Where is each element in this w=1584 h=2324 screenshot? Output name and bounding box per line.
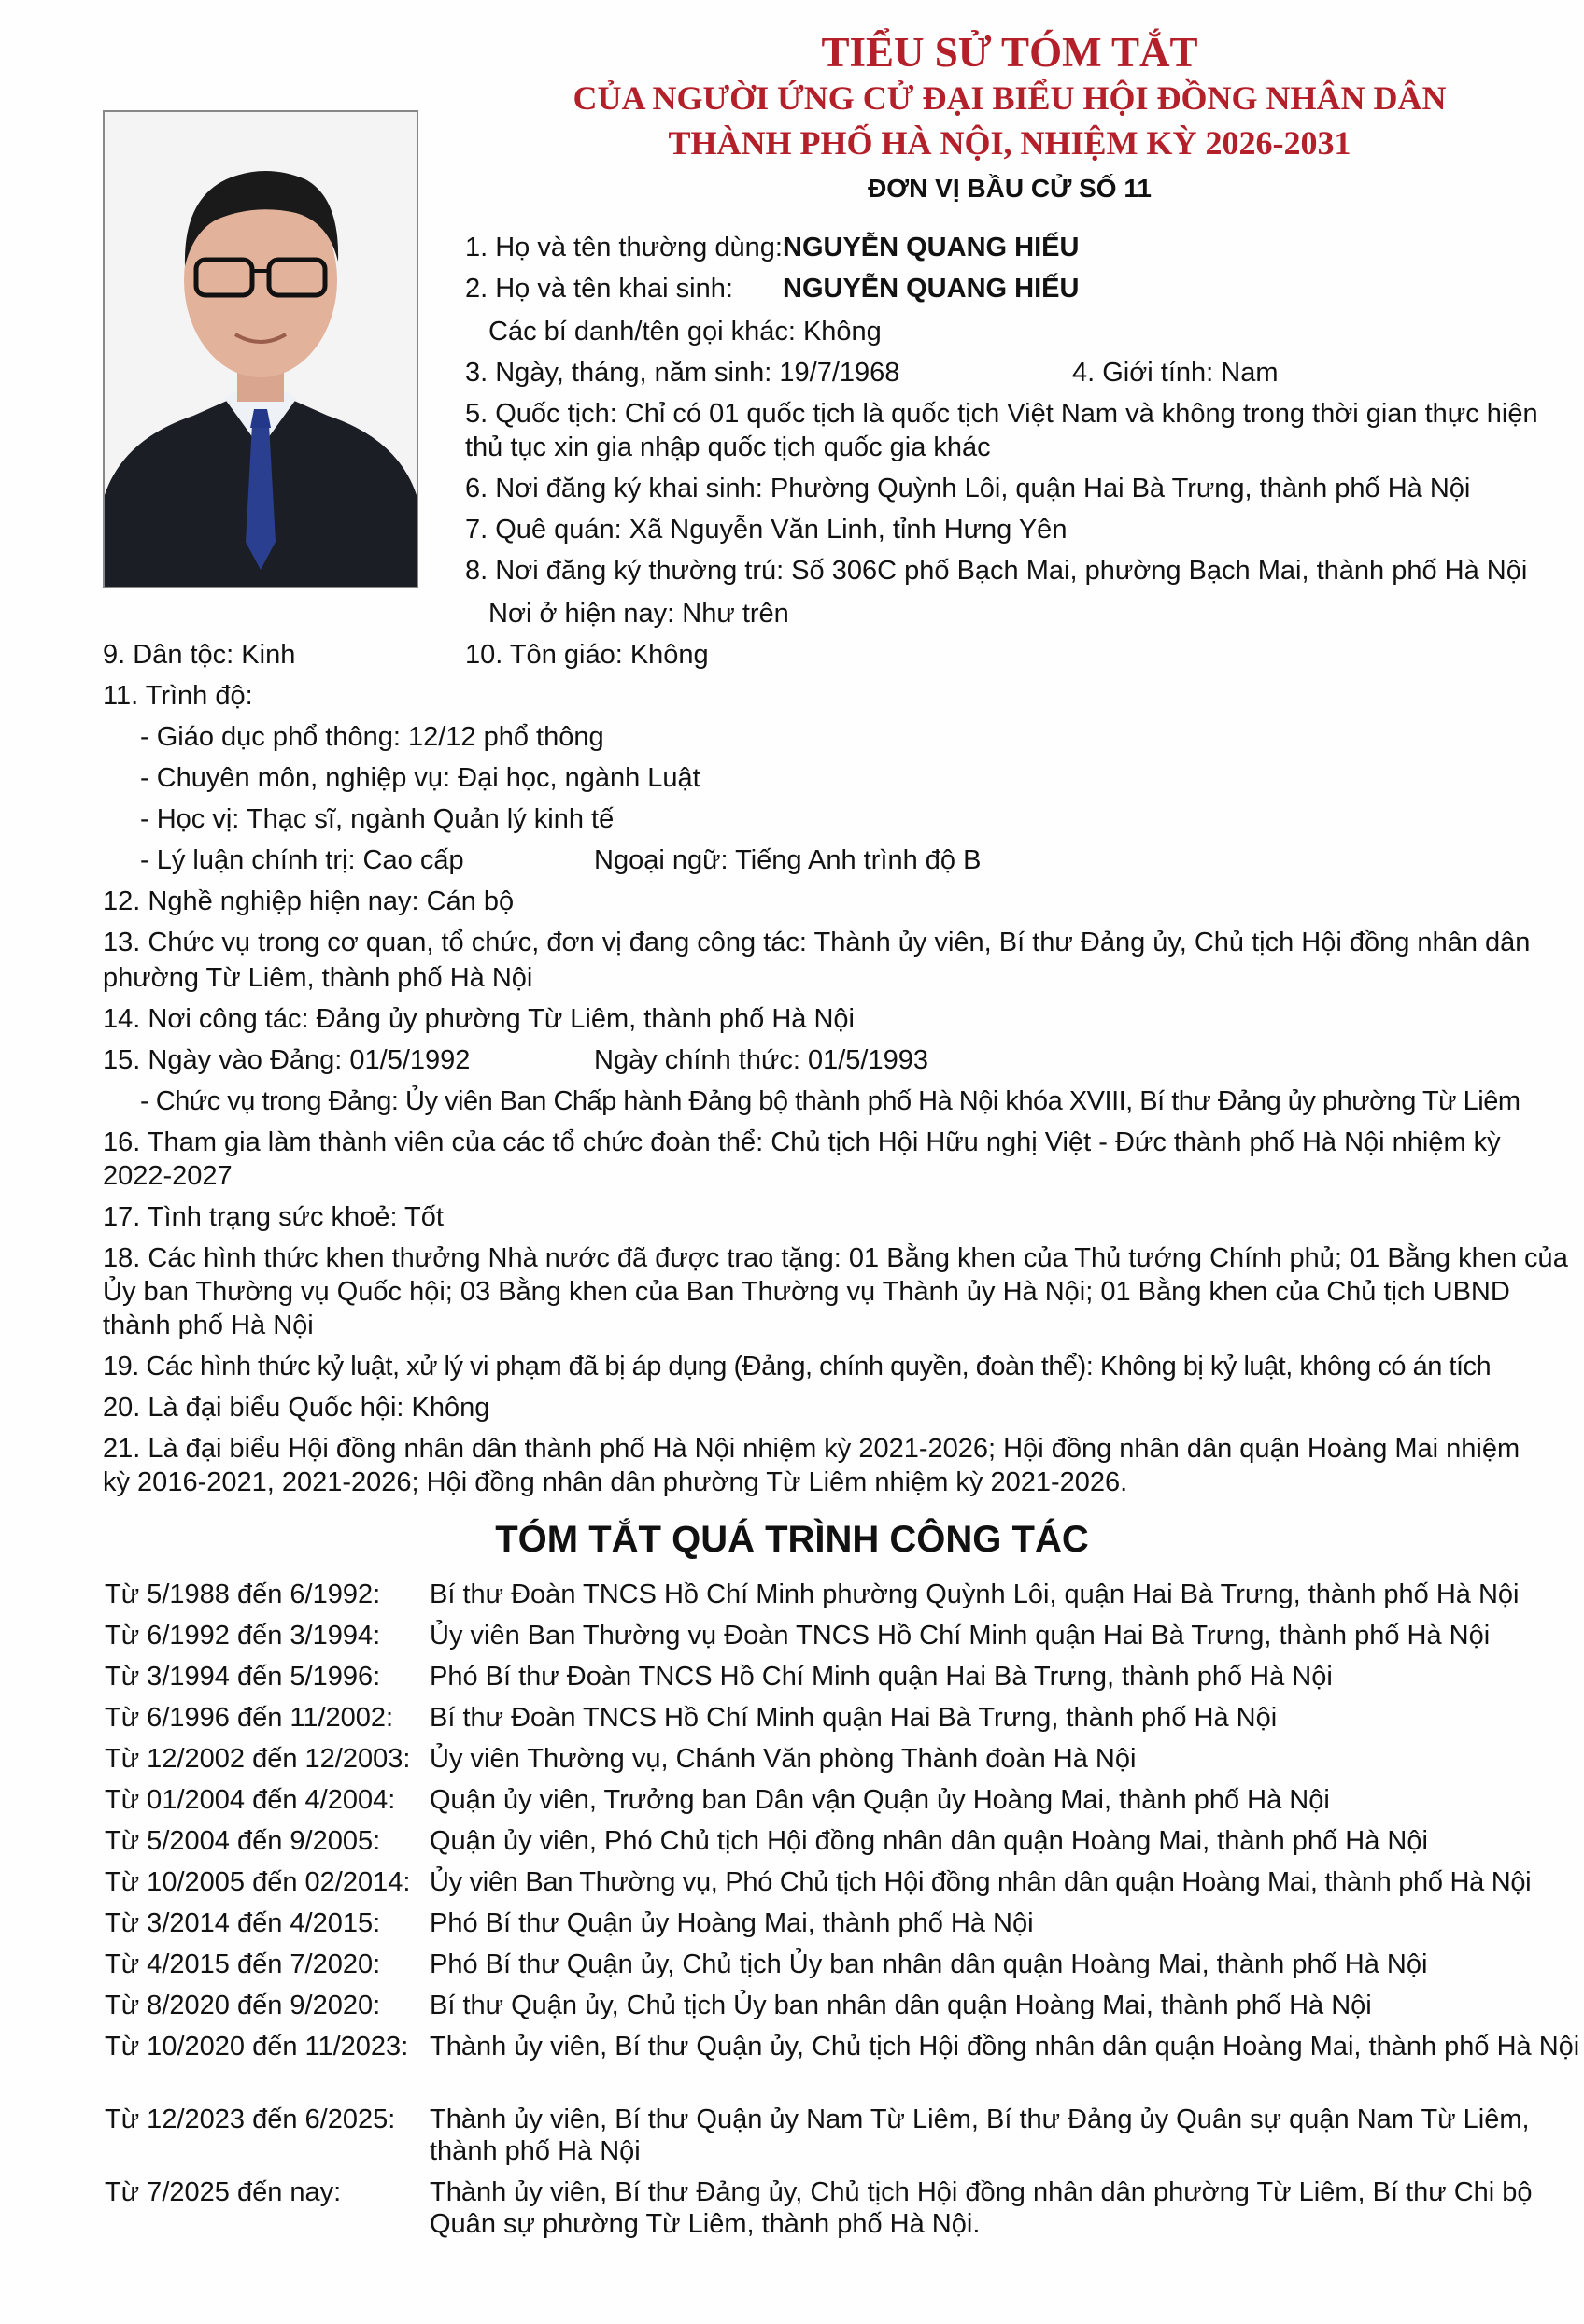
field-health: 17. Tình trạng sức khoẻ: Tốt — [103, 1202, 444, 1232]
work-history-description: Thành ủy viên, Bí thư Đảng ủy, Chủ tịch Hội đồng nhân dân phường Từ Liêm, Bí thư Chi bộ Quân sự phường Từ Liêm, thành phố Hà Nội. — [430, 2177, 1533, 2239]
field-nationality-line1: 5. Quốc tịch: Chỉ có 01 quốc tịch là quốc tịch Việt Nam và không trong thời gian thực hiện — [465, 399, 1538, 429]
work-history-description: Bí thư Đoàn TNCS Hồ Chí Minh quận Hai Bà Trưng, thành phố Hà Nội — [430, 1703, 1278, 1733]
field-workplace: 14. Nơi công tác: Đảng ủy phường Từ Liêm, thành phố Hà Nội — [103, 1004, 855, 1034]
work-history-description: Quận ủy viên, Trưởng ban Dân vận Quận ủy Hoàng Mai, thành phố Hà Nội — [430, 1785, 1330, 1815]
field-awards-line3: thành phố Hà Nội — [103, 1311, 314, 1340]
work-history-period: Từ 12/2002 đến 12/2003: — [105, 1744, 411, 1774]
field-date-of-birth: 3. Ngày, tháng, năm sinh: 19/7/1968 — [465, 358, 900, 388]
field-organizations-line1: 16. Tham gia làm thành viên của các tổ chức đoàn thể: Chủ tịch Hội Hữu nghị Việt - Đức thành phố Hà Nội nhiệm kỳ — [103, 1127, 1501, 1157]
work-history-period: Từ 01/2004 đến 4/2004: — [105, 1785, 396, 1815]
document-term: THÀNH PHỐ HÀ NỘI, NHIỆM KỲ 2026-2031 — [668, 124, 1351, 162]
work-history-period: Từ 6/1992 đến 3/1994: — [105, 1621, 381, 1651]
field-party-official-date: Ngày chính thức: 01/5/1993 — [594, 1045, 928, 1075]
field-ethnicity: 9. Dân tộc: Kinh — [103, 640, 296, 670]
document-subtitle: CỦA NGƯỜI ỨNG CỬ ĐẠI BIỂU HỘI ĐỒNG NHÂN DÂN — [573, 79, 1447, 117]
portrait-photo — [103, 110, 418, 588]
field-hometown: 7. Quê quán: Xã Nguyễn Văn Linh, tỉnh Hưng Yên — [465, 515, 1068, 545]
work-history-description: Thành ủy viên, Bí thư Quận ủy Nam Từ Liêm, Bí thư Đảng ủy Quân sự quận Nam Từ Liêm, thành phố Hà Nội — [430, 2104, 1530, 2166]
work-history-period: Từ 10/2005 đến 02/2014: — [105, 1867, 411, 1897]
work-history-period: Từ 6/1996 đến 11/2002: — [105, 1703, 394, 1733]
work-history-period: Từ 12/2023 đến 6/2025: — [105, 2104, 396, 2134]
work-history-period: Từ 10/2020 đến 11/2023: — [105, 2032, 409, 2062]
work-history-description: Thành ủy viên, Bí thư Quận ủy, Chủ tịch Hội đồng nhân dân quận Hoàng Mai, thành phố Hà Nội — [430, 2032, 1580, 2062]
field-foreign-language: Ngoại ngữ: Tiếng Anh trình độ B — [594, 845, 982, 875]
field-qualification-heading: 11. Trình độ: — [103, 681, 253, 711]
field-organizations-line2: 2022-2027 — [103, 1161, 233, 1191]
field-political-theory: - Lý luận chính trị: Cao cấp — [140, 845, 464, 875]
field-religion: 10. Tôn giáo: Không — [465, 640, 709, 670]
field-position-line2: phường Từ Liêm, thành phố Hà Nội — [103, 963, 533, 993]
field-current-residence: Nơi ở hiện nay: Như trên — [488, 599, 789, 629]
work-history-description: Ủy viên Thường vụ, Chánh Văn phòng Thành đoàn Hà Nội — [430, 1744, 1137, 1774]
field-common-name-label: 1. Họ và tên thường dùng: — [465, 233, 783, 262]
field-occupation: 12. Nghề nghiệp hiện nay: Cán bộ — [103, 886, 515, 916]
field-gender: 4. Giới tính: Nam — [1072, 358, 1279, 388]
work-history-title: TÓM TẮT QUÁ TRÌNH CÔNG TÁC — [495, 1519, 1089, 1560]
work-history-period: Từ 4/2015 đến 7/2020: — [105, 1949, 381, 1979]
work-history-period: Từ 7/2025 đến nay: — [105, 2177, 342, 2207]
field-common-name-value: NGUYỄN QUANG HIẾU — [783, 233, 1080, 262]
field-council-member-line1: 21. Là đại biểu Hội đồng nhân dân thành phố Hà Nội nhiệm kỳ 2021-2026; Hội đồng nhân dân quận Hoàng Mai nhiệm — [103, 1434, 1520, 1464]
field-position-line1: 13. Chức vụ trong cơ quan, tổ chức, đơn vị đang công tác: Thành ủy viên, Bí thư Đảng ủy, Chủ tịch Hội đồng nhân dân — [103, 928, 1531, 957]
field-general-education: - Giáo dục phổ thông: 12/12 phổ thông — [140, 722, 604, 752]
work-history-period: Từ 5/2004 đến 9/2005: — [105, 1826, 381, 1856]
work-history-description: Phó Bí thư Quận ủy Hoàng Mai, thành phố Hà Nội — [430, 1908, 1034, 1938]
work-history-description: Bí thư Đoàn TNCS Hồ Chí Minh phường Quỳnh Lôi, quận Hai Bà Trưng, thành phố Hà Nội — [430, 1580, 1520, 1609]
work-history-period: Từ 3/2014 đến 4/2015: — [105, 1908, 381, 1938]
field-awards-line2: Ủy ban Thường vụ Quốc hội; 03 Bằng khen của Ban Thường vụ Thành ủy Hà Nội; 01 Bằng khen của Chủ tịch UBND — [103, 1277, 1510, 1307]
field-party-position: - Chức vụ trong Đảng: Ủy viên Ban Chấp hành Đảng bộ thành phố Hà Nội khóa XVIII, Bí thư Đảng ủy phường Từ Liêm — [140, 1086, 1520, 1116]
work-history-description: Quận ủy viên, Phó Chủ tịch Hội đồng nhân dân quận Hoàng Mai, thành phố Hà Nội — [430, 1826, 1428, 1856]
portrait-image — [105, 112, 417, 587]
field-permanent-residence: 8. Nơi đăng ký thường trú: Số 306C phố Bạch Mai, phường Bạch Mai, thành phố Hà Nội — [465, 556, 1528, 586]
field-birth-name-label: 2. Họ và tên khai sinh: — [465, 274, 733, 304]
work-history-description: Phó Bí thư Quận ủy, Chủ tịch Ủy ban nhân dân quận Hoàng Mai, thành phố Hà Nội — [430, 1949, 1428, 1979]
field-nationality-line2: thủ tục xin gia nhập quốc tịch quốc gia khác — [465, 432, 991, 462]
work-history-description: Ủy viên Ban Thường vụ Đoàn TNCS Hồ Chí Minh quận Hai Bà Trưng, thành phố Hà Nội — [430, 1621, 1491, 1651]
work-history-description: Bí thư Quận ủy, Chủ tịch Ủy ban nhân dân quận Hoàng Mai, thành phố Hà Nội — [430, 1991, 1372, 2020]
field-aliases: Các bí danh/tên gọi khác: Không — [488, 317, 882, 347]
work-history-period: Từ 8/2020 đến 9/2020: — [105, 1991, 381, 2020]
field-party-join-date: 15. Ngày vào Đảng: 01/5/1992 — [103, 1045, 471, 1075]
field-national-assembly: 20. Là đại biểu Quốc hội: Không — [103, 1393, 490, 1423]
work-history-period: Từ 5/1988 đến 6/1992: — [105, 1580, 381, 1609]
field-discipline: 19. Các hình thức kỷ luật, xử lý vi phạm đã bị áp dụng (Đảng, chính quyền, đoàn thể): Không bị kỷ luật, không có án tích — [103, 1352, 1492, 1382]
work-history-description: Phó Bí thư Đoàn TNCS Hồ Chí Minh quận Hai Bà Trưng, thành phố Hà Nội — [430, 1662, 1333, 1692]
election-unit: ĐƠN VỊ BẦU CỬ SỐ 11 — [868, 174, 1152, 203]
field-birth-name-value: NGUYỄN QUANG HIẾU — [783, 274, 1080, 304]
field-awards-line1: 18. Các hình thức khen thưởng Nhà nước đã được trao tặng: 01 Bằng khen của Thủ tướng Chính phủ; 01 Bằng khen của — [103, 1243, 1568, 1273]
field-specialization: - Chuyên môn, nghiệp vụ: Đại học, ngành Luật — [140, 763, 700, 793]
document-title: TIỂU SỬ TÓM TẮT — [821, 29, 1198, 76]
work-history-description: Ủy viên Ban Thường vụ, Phó Chủ tịch Hội đồng nhân dân quận Hoàng Mai, thành phố Hà Nội — [430, 1867, 1532, 1897]
field-birth-registration: 6. Nơi đăng ký khai sinh: Phường Quỳnh Lôi, quận Hai Bà Trưng, thành phố Hà Nội — [465, 474, 1471, 503]
field-council-member-line2: kỳ 2016-2021, 2021-2026; Hội đồng nhân dân phường Từ Liêm nhiệm kỳ 2021-2026. — [103, 1467, 1128, 1497]
work-history-period: Từ 3/1994 đến 5/1996: — [105, 1662, 381, 1692]
field-academic-degree: - Học vị: Thạc sĩ, ngành Quản lý kinh tế — [140, 804, 615, 834]
